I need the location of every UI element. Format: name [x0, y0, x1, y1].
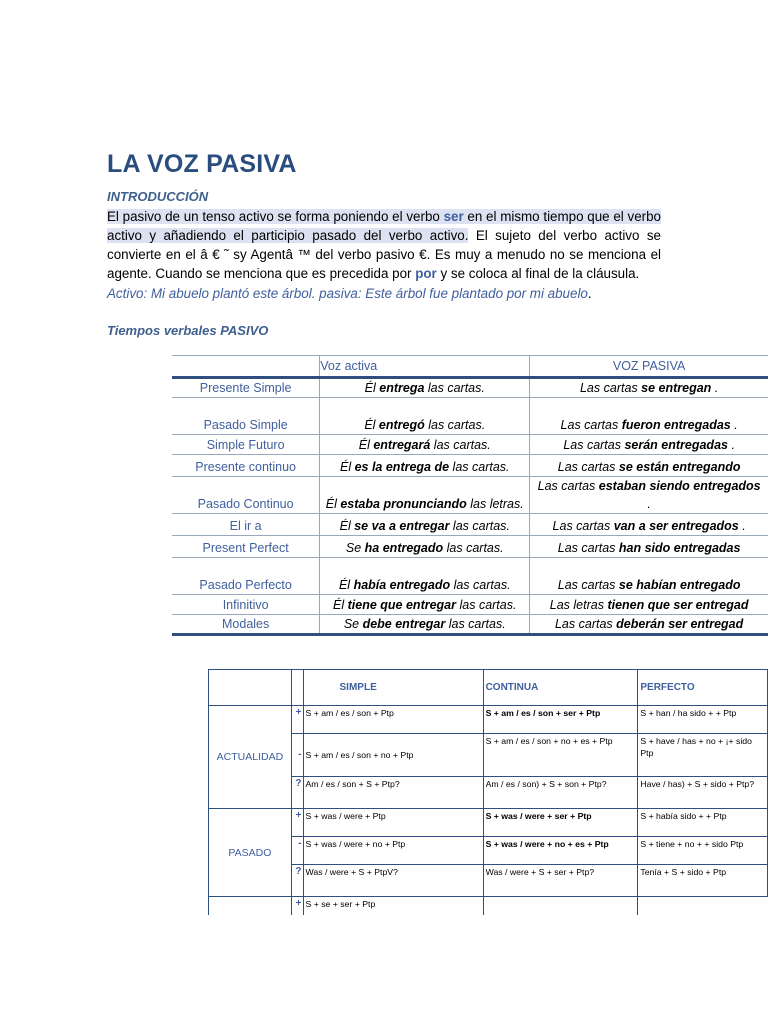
tense-row	[172, 378, 768, 398]
sym-plus: +	[291, 706, 303, 734]
active-voice-cell	[320, 514, 530, 536]
sentence-part: .	[730, 418, 738, 432]
act-plus-simple: S + am / es / son + Ptp	[303, 706, 483, 734]
verb-phrase: es la entrega de	[354, 460, 450, 474]
pas-q-perfecto: Tenía + S + sido + Ptp	[638, 865, 768, 897]
active-voice-cell	[320, 595, 530, 615]
tense-name: Pasado Simple	[172, 398, 320, 435]
sym-question: ?	[291, 865, 303, 897]
passive-voice-cell	[530, 514, 768, 536]
intro-text-3: El sujeto del verbo activo se convierte en el â € ˜ sy Agentâ ™ del verbo pasivo €. Es muy a menudo no se menciona el agente. Cuando se menciona que es precedida por	[107, 228, 661, 281]
passive-voice-cell	[530, 435, 768, 455]
intro-text-1: El pasivo de un tenso activo se forma poniendo el verbo	[107, 209, 444, 224]
pas-plus-perfecto: S + había sido + + Ptp	[638, 809, 768, 837]
verb-phrase: entrega	[379, 381, 425, 395]
verb-phrase: entregará	[373, 438, 431, 452]
active-voice-cell	[320, 558, 530, 595]
active-voice-cell	[320, 615, 530, 635]
sentence-part: Él	[364, 418, 379, 432]
active-voice-cell	[320, 435, 530, 455]
group-futuro	[209, 897, 292, 915]
sentence-part: las letras.	[466, 497, 524, 511]
sentence-part: las cartas.	[443, 541, 504, 555]
active-voice-cell	[320, 455, 530, 477]
keyword-ser: ser	[443, 209, 464, 224]
tense-row	[172, 514, 768, 536]
header-simple: SIMPLE	[303, 670, 483, 706]
sentence-part: las cartas.	[449, 519, 510, 533]
passive-voice-cell	[530, 455, 768, 477]
sentence-part: las cartas.	[424, 418, 486, 432]
tense-name: Modales	[172, 615, 320, 635]
grammar-sym-head	[291, 670, 303, 706]
act-minus-perfecto: S + have / has + no + ¡+ sido Ptp	[638, 734, 768, 777]
verb-phrase: estaban siendo entregados	[598, 479, 761, 493]
pas-minus-perfecto: S + tiene + no + + sido Ptp	[638, 837, 768, 865]
tense-name: Presente continuo	[172, 455, 320, 477]
header-perfecto: PERFECTO	[638, 670, 768, 706]
verb-phrase: había entregado	[353, 578, 451, 592]
header-passive: VOZ PASIVA	[530, 356, 768, 378]
pas-q-continua: Was / were + S + ser + Ptp?	[483, 865, 638, 897]
verb-phrase: se están entregando	[618, 460, 741, 474]
sentence-part: Él	[339, 519, 355, 533]
intro-paragraph	[107, 207, 661, 283]
verb-phrase: estaba pronunciando	[340, 497, 467, 511]
tense-name: El ir a	[172, 514, 320, 536]
passive-voice-cell	[530, 398, 768, 435]
active-voice-cell	[320, 398, 530, 435]
act-q-perfecto: Have / has) + S + sido + Ptp?	[638, 777, 768, 809]
act-minus-continua: S + am / es / son + no + es + Ptp	[483, 734, 638, 777]
tense-row	[172, 435, 768, 455]
tense-name: Pasado Continuo	[172, 477, 320, 514]
sym-minus: -	[291, 837, 303, 865]
sentence-part: las cartas.	[456, 598, 517, 612]
pas-minus-continua: S + was / were + no + es + Ptp	[483, 837, 638, 865]
verb-phrase: se entregan	[641, 381, 712, 395]
act-q-simple: Am / es / son + S + Ptp?	[303, 777, 483, 809]
example-sentence	[107, 286, 707, 301]
page-title: LA VOZ PASIVA	[107, 150, 297, 178]
sentence-part: Las cartas	[557, 541, 619, 555]
header-active: Voz activa	[320, 356, 530, 378]
tense-name: Simple Futuro	[172, 435, 320, 455]
verb-phrase: se va a entregar	[354, 519, 450, 533]
verb-phrase: han sido entregadas	[618, 541, 741, 555]
tense-row	[172, 615, 768, 635]
active-voice-cell	[320, 378, 530, 398]
verb-phrase: ha entregado	[364, 541, 444, 555]
sentence-part: Las cartas	[579, 381, 642, 395]
tense-name: Present Perfect	[172, 536, 320, 558]
sentence-part: Él	[358, 438, 374, 452]
example-end: .	[587, 286, 592, 301]
header-continua: CONTINUA	[483, 670, 638, 706]
tense-name: Presente Simple	[172, 378, 320, 398]
sentence-part: Las cartas	[557, 578, 619, 592]
sentence-part: Las letras	[549, 598, 608, 612]
passive-voice-cell	[530, 536, 768, 558]
sym-question: ?	[291, 777, 303, 809]
tense-row	[172, 595, 768, 615]
intro-heading: INTRODUCCIÓN	[107, 189, 209, 204]
act-minus-simple: S + am / es / son + no + Ptp	[303, 734, 483, 777]
sentence-part: Él	[364, 381, 380, 395]
pas-q-simple: Was / were + S + PtpV?	[303, 865, 483, 897]
passive-voice-cell	[530, 477, 768, 514]
sentence-part: Las cartas	[560, 418, 622, 432]
active-voice-cell	[320, 477, 530, 514]
tense-name: Pasado Perfecto	[172, 558, 320, 595]
act-plus-continua: S + am / es / son + ser + Ptp	[483, 706, 638, 734]
sentence-part: las cartas.	[450, 578, 511, 592]
sentence-part: Él	[338, 578, 354, 592]
pas-plus-simple: S + was / were + Ptp	[303, 809, 483, 837]
verb-phrase: van a ser entregados	[613, 519, 739, 533]
verb-phrase: se habían entregado	[618, 578, 741, 592]
sentence-part: .	[738, 519, 746, 533]
group-actualidad: ACTUALIDAD	[209, 706, 292, 809]
passive-voice-cell	[530, 595, 768, 615]
verb-phrase: deberán ser entregad	[616, 617, 744, 631]
sentence-part: Él	[339, 460, 355, 474]
intro-text-2: en el mismo tiempo que el verbo activo y añadiendo el participio pasado del verbo activo.	[107, 209, 661, 243]
fut-plus-simple: S + se + ser + Ptp	[303, 897, 483, 915]
verb-phrase: entregó	[378, 418, 425, 432]
tenses-table	[172, 355, 768, 636]
verb-phrase: debe entregar	[362, 617, 446, 631]
sym-plus: +	[291, 809, 303, 837]
verb-phrase: tienen que ser entregad	[607, 598, 749, 612]
passive-voice-cell	[530, 378, 768, 398]
sentence-part: Las cartas	[552, 519, 614, 533]
sentence-part: .	[711, 381, 719, 395]
intro-text-4: y se coloca al final de la cláusula.	[436, 266, 640, 281]
sentence-part: Se	[343, 617, 363, 631]
sentence-part: las cartas.	[430, 438, 491, 452]
group-pasado: PASADO	[209, 809, 292, 897]
act-plus-perfecto: S + han / ha sido + + Ptp	[638, 706, 768, 734]
sentence-part: Las cartas	[554, 617, 617, 631]
tenses-table-header	[172, 356, 768, 378]
sym-plus: +	[291, 897, 303, 915]
sentence-part: .	[647, 497, 651, 511]
tense-row	[172, 558, 768, 595]
sentence-part: Él	[325, 497, 341, 511]
example-text: Activo: Mi abuelo plantó este árbol. pasiva: Este árbol fue plantado por mi abuelo	[107, 286, 588, 301]
tense-row	[172, 455, 768, 477]
active-voice-cell	[320, 536, 530, 558]
tense-row	[172, 536, 768, 558]
tense-row	[172, 477, 768, 514]
sym-minus: -	[291, 734, 303, 777]
sentence-part: las cartas.	[445, 617, 506, 631]
verb-phrase: serán entregadas	[624, 438, 728, 452]
passive-voice-cell	[530, 615, 768, 635]
fut-plus-continua	[483, 897, 638, 915]
act-q-continua: Am / es / son) + S + son + Ptp?	[483, 777, 638, 809]
keyword-por: por	[415, 266, 437, 281]
verb-phrase: tiene que entregar	[347, 598, 457, 612]
grammar-corner	[209, 670, 292, 706]
sentence-part: las cartas.	[449, 460, 510, 474]
sentence-part: Las cartas	[563, 438, 625, 452]
fut-plus-perfecto	[638, 897, 768, 915]
pas-plus-continua: S + was / were + ser + Ptp	[483, 809, 638, 837]
sentence-part: Se	[345, 541, 365, 555]
sentence-part: las cartas.	[424, 381, 485, 395]
sentence-part: Las cartas	[537, 479, 599, 493]
pas-minus-simple: S + was / were + no + Ptp	[303, 837, 483, 865]
sentence-part: .	[727, 438, 735, 452]
verb-phrase: fueron entregadas	[621, 418, 731, 432]
header-empty	[172, 356, 320, 378]
tenses-heading: Tiempos verbales PASIVO	[107, 323, 269, 338]
tense-name: Infinitivo	[172, 595, 320, 615]
passive-voice-cell	[530, 558, 768, 595]
grammar-table	[208, 669, 768, 915]
sentence-part: Las cartas	[557, 460, 619, 474]
tense-row	[172, 398, 768, 435]
sentence-part: Él	[333, 598, 348, 612]
